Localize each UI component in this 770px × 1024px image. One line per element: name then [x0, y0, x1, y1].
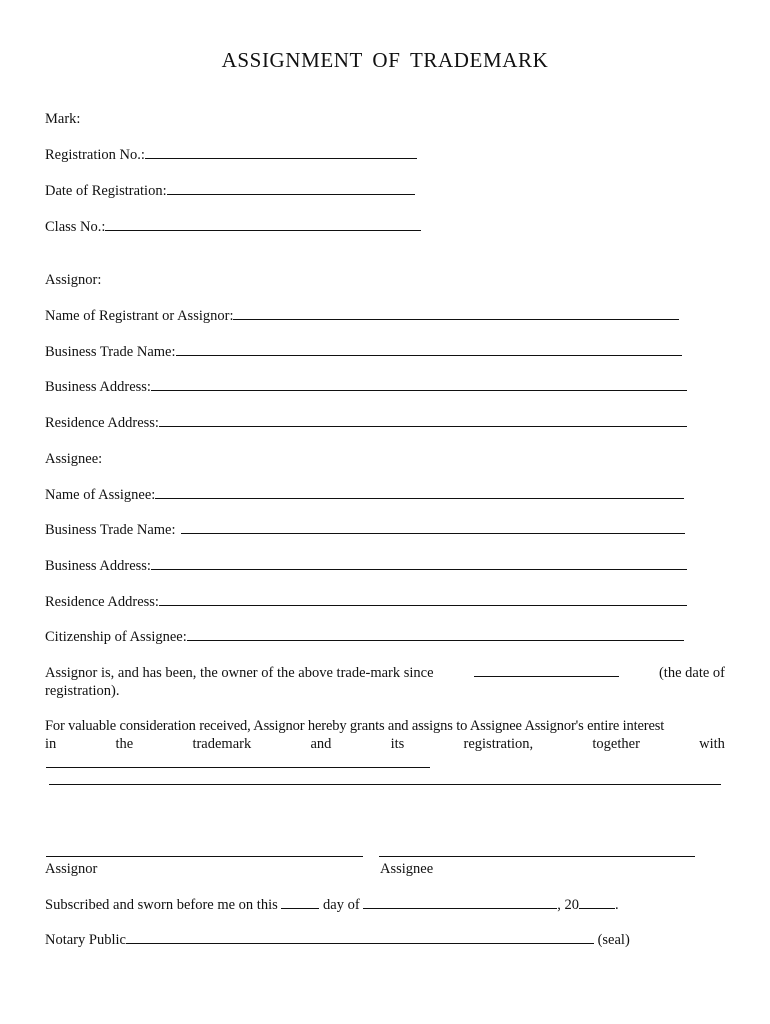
assignor-business-address-row: [45, 378, 687, 396]
assignee-signature-line[interactable]: [379, 856, 695, 857]
assignor-business-address-field[interactable]: [151, 378, 687, 391]
class-no-row: [45, 218, 421, 236]
sworn-year-prefix: , 20: [557, 897, 580, 913]
ownership-date-field[interactable]: [474, 664, 619, 677]
ownership-text-before: Assignor is, and has been, the owner of the above trade-mark since: [45, 665, 434, 681]
assignor-name-field[interactable]: [233, 307, 679, 320]
sworn-prefix: Subscribed and sworn before me on this: [45, 897, 278, 913]
assignee-residence-address-label: Residence Address:: [45, 594, 159, 610]
assignee-trade-name-label: Business Trade Name:: [45, 522, 176, 538]
grant-word: registration,: [463, 736, 534, 752]
date-of-registration-label: Date of Registration:: [45, 183, 167, 199]
grant-word: and: [310, 736, 332, 752]
assignor-name-row: [45, 307, 679, 325]
registration-no-row: [45, 146, 417, 164]
assignor-residence-address-field[interactable]: [159, 414, 687, 427]
grant-word: in: [45, 736, 57, 752]
grant-word: trademark: [192, 736, 252, 752]
grant-word: with: [699, 736, 725, 752]
assignee-name-row: [45, 486, 684, 504]
notary-public-label: Notary Public: [45, 932, 126, 948]
assignee-citizenship-label: Citizenship of Assignee:: [45, 629, 187, 645]
assignor-trade-name-field[interactable]: [176, 343, 682, 356]
assignor-business-address-label: Business Address:: [45, 379, 151, 395]
assignee-trade-name-field[interactable]: [181, 521, 685, 534]
assignee-signature-label: Assignee: [380, 861, 434, 877]
class-no-label: Class No.:: [45, 219, 106, 235]
assignee-business-address-field[interactable]: [151, 557, 687, 570]
assignor-trade-name-label: Business Trade Name:: [45, 344, 176, 360]
assignor-residence-address-row: [45, 414, 687, 432]
assignee-citizenship-row: [45, 628, 684, 646]
sworn-day-field[interactable]: [281, 896, 319, 909]
assignee-business-address-row: [45, 557, 687, 575]
sworn-month-field[interactable]: [363, 896, 557, 909]
ownership-text-after: (the date of: [658, 665, 725, 681]
grant-word: its: [390, 736, 405, 752]
notary-public-field[interactable]: [126, 931, 594, 944]
mark-label: Mark:: [45, 111, 81, 127]
assignee-residence-address-field[interactable]: [159, 593, 687, 606]
assignee-residence-address-row: [45, 593, 687, 611]
assignor-trade-name-row: [45, 343, 682, 361]
assignor-signature-line[interactable]: [46, 856, 363, 857]
registration-no-field[interactable]: [145, 146, 417, 159]
assignor-name-label: Name of Registrant or Assignor:: [45, 308, 234, 324]
assignee-trade-name-row: [45, 521, 685, 539]
registration-no-label: Registration No.:: [45, 147, 145, 163]
assignee-citizenship-field[interactable]: [187, 628, 684, 641]
ownership-line-2: registration).: [45, 683, 120, 699]
grant-word: the: [115, 736, 134, 752]
grant-blank-line-2[interactable]: [49, 784, 721, 785]
grant-line-1: For valuable consideration received, Assignor hereby grants and assigns to Assignee Assignor's entire interest: [45, 718, 665, 734]
grant-line-2: [45, 735, 725, 753]
assignee-name-field[interactable]: [155, 486, 684, 499]
ownership-line-1: [45, 664, 725, 682]
date-of-registration-row: [45, 182, 415, 200]
document-title: ASSIGNMENT OF TRADEMARK: [221, 48, 549, 72]
date-of-registration-field[interactable]: [167, 182, 415, 195]
sworn-year-suffix: .: [615, 897, 619, 913]
notary-row: [45, 931, 630, 949]
grant-blank-line-1[interactable]: [46, 767, 430, 768]
assignor-signature-label: Assignor: [45, 861, 98, 877]
sworn-year-field[interactable]: [579, 896, 615, 909]
assignor-heading: Assignor:: [45, 272, 102, 288]
assignor-residence-address-label: Residence Address:: [45, 415, 159, 431]
class-no-field[interactable]: [105, 218, 421, 231]
assignee-name-label: Name of Assignee:: [45, 487, 156, 503]
grant-word: together: [592, 736, 640, 752]
mark-row: [45, 110, 80, 128]
assignee-business-address-label: Business Address:: [45, 558, 151, 574]
assignee-heading: Assignee:: [45, 451, 103, 467]
seal-label: (seal): [597, 932, 630, 948]
sworn-row: [45, 896, 619, 914]
sworn-day-of: day of: [323, 897, 360, 913]
